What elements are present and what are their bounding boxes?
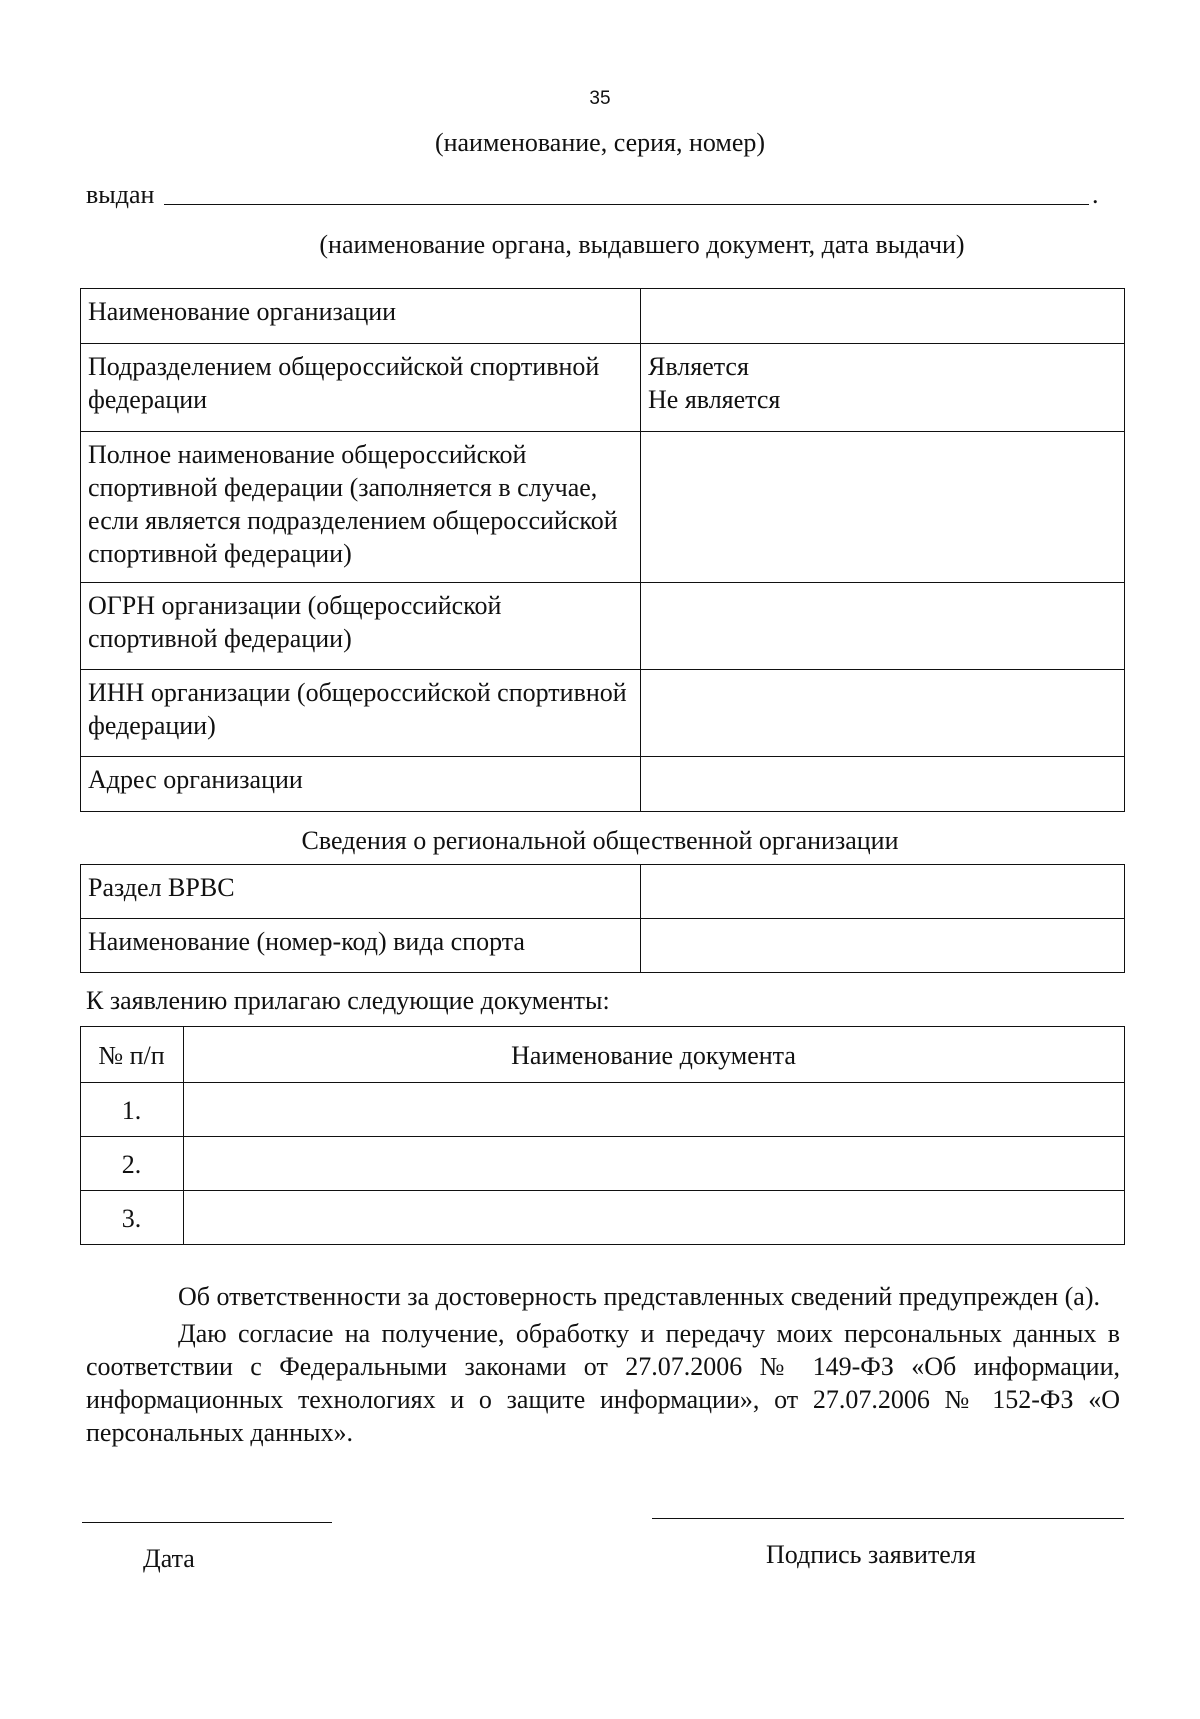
issued-fill-line[interactable]	[164, 204, 1089, 205]
inn-label-cell: ИНН организации (общероссийской спортивной федерации)	[81, 670, 641, 757]
regional-table	[80, 864, 1125, 973]
regional-section-heading: Сведения о региональной общественной организации	[301, 826, 899, 855]
signature-fill-line[interactable]	[652, 1518, 1124, 1519]
table-row	[81, 289, 1125, 344]
ogrn-label-cell: ОГРН организации (общероссийской спортивной федерации)	[81, 583, 641, 670]
consent-paragraph: Даю согласие на получение, обработку и передачу моих персональных данных в соответствии с Федеральными законами от 27.07.2006 № 149-ФЗ «Об информации, информационных технологиях и о защите информации», от 27.07.2006 № 152-ФЗ «О персональных данных».	[86, 1319, 1120, 1447]
document-name-cell[interactable]	[184, 1083, 1125, 1137]
table-row	[81, 1191, 1125, 1245]
attachments-intro: К заявлению прилагаю следующие документы:	[86, 986, 610, 1015]
date-label: Дата	[143, 1544, 195, 1573]
table-row	[81, 757, 1125, 812]
inn-value-cell[interactable]	[641, 670, 1125, 757]
issued-trailing-period: .	[1092, 180, 1099, 209]
federation-full-name-value-cell[interactable]	[641, 432, 1125, 583]
table-row	[81, 1137, 1125, 1191]
federation-subdivision-options-cell	[641, 344, 1125, 432]
option-is[interactable]: Является	[648, 352, 749, 381]
table-header-row	[81, 1027, 1125, 1083]
vrvs-section-value-cell[interactable]	[641, 865, 1125, 919]
federation-subdivision-label-cell: Подразделением общероссийской спортивной федерации	[81, 344, 641, 432]
column-header-document-name: Наименование документа	[184, 1027, 1125, 1083]
vrvs-section-label-cell: Раздел ВРВС	[81, 865, 641, 919]
column-header-number: № п/п	[81, 1027, 184, 1083]
liability-paragraph: Об ответственности за достоверность представленных сведений предупрежден (а).	[178, 1282, 1100, 1311]
issued-label: выдан	[86, 180, 155, 209]
table-row	[81, 344, 1125, 432]
row-number: 1.	[81, 1083, 184, 1137]
signature-label: Подпись заявителя	[766, 1540, 976, 1569]
org-value-cell[interactable]	[641, 289, 1125, 344]
federation-full-name-label-cell: Полное наименование общероссийской спортивной федерации (заполняется в случае, если является подразделением общероссийской спортивной федерации)	[81, 432, 641, 583]
ogrn-value-cell[interactable]	[641, 583, 1125, 670]
document-name-cell[interactable]	[184, 1137, 1125, 1191]
row-number: 3.	[81, 1191, 184, 1245]
address-value-cell[interactable]	[641, 757, 1125, 812]
table-row	[81, 583, 1125, 670]
address-label-cell: Адрес организации	[81, 757, 641, 812]
table-row	[81, 1083, 1125, 1137]
option-is-not[interactable]: Не является	[648, 385, 781, 414]
page-number: 35	[589, 88, 611, 109]
sport-name-code-label-cell: Наименование (номер-код) вида спорта	[81, 919, 641, 973]
declaration-text	[86, 1280, 1120, 1449]
date-fill-line[interactable]	[82, 1522, 332, 1523]
table-row	[81, 432, 1125, 583]
row-number: 2.	[81, 1137, 184, 1191]
authority-caption: (наименование органа, выдавшего документ, дата выдачи)	[319, 230, 965, 259]
org-label-cell: Наименование организации	[81, 289, 641, 344]
documents-table	[80, 1026, 1125, 1245]
sport-name-code-value-cell[interactable]	[641, 919, 1125, 973]
table-row	[81, 670, 1125, 757]
document-caption: (наименование, серия, номер)	[434, 128, 766, 157]
organization-table	[80, 288, 1125, 812]
table-row	[81, 865, 1125, 919]
document-name-cell[interactable]	[184, 1191, 1125, 1245]
table-row	[81, 919, 1125, 973]
